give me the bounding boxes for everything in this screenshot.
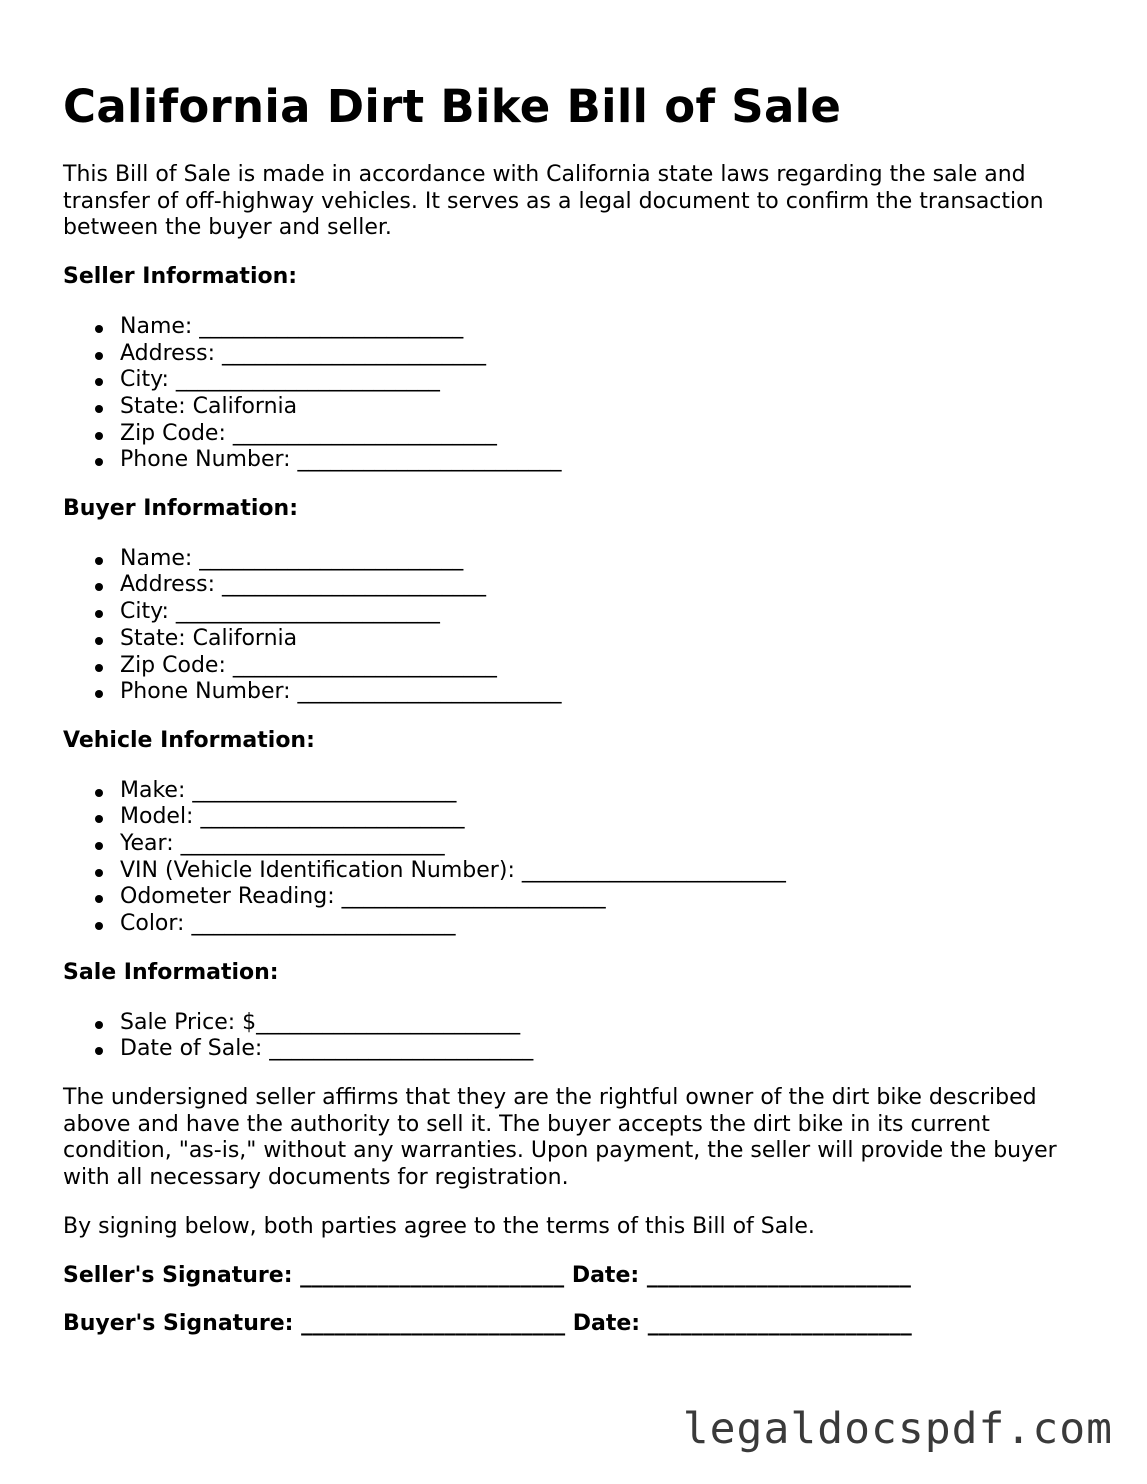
- sale-info-list: [63, 1010, 1083, 1063]
- buyer-city-field: City: ________________________: [63, 599, 1083, 626]
- seller-name-field: Name: ________________________: [63, 314, 1083, 341]
- sale-date-field: Date of Sale: ________________________: [63, 1036, 1083, 1063]
- buyer-section-heading: Buyer Information:: [63, 496, 298, 522]
- buyer-info-list: [63, 546, 1083, 706]
- buyer-name-field: Name: ________________________: [63, 546, 1083, 573]
- buyer-signature-line: Buyer's Signature: ________________________ Date: ________________________: [63, 1311, 912, 1337]
- sale-section-heading: Sale Information:: [63, 959, 279, 985]
- document-title: California Dirt Bike Bill of Sale: [63, 80, 842, 133]
- seller-signature-line: Seller's Signature: ________________________ Date: ________________________: [63, 1262, 911, 1288]
- agreement-paragraph: By signing below, both parties agree to the terms of this Bill of Sale.: [63, 1213, 815, 1239]
- sale-price-field: Sale Price: $________________________: [63, 1010, 1083, 1037]
- vehicle-vin-field: VIN (Vehicle Identification Number): ________________________: [63, 858, 1083, 885]
- seller-section-heading: Seller Information:: [63, 264, 298, 290]
- seller-city-field: City: ________________________: [63, 367, 1083, 394]
- watermark-logo: legaldocspdf.com: [682, 1404, 1113, 1454]
- vehicle-make-field: Make: ________________________: [63, 778, 1083, 805]
- buyer-zip-field: Zip Code: ________________________: [63, 653, 1083, 680]
- buyer-state-field: State: California: [63, 626, 1083, 653]
- vehicle-section-heading: Vehicle Information:: [63, 727, 315, 753]
- seller-phone-field: Phone Number: ________________________: [63, 447, 1083, 474]
- seller-info-list: [63, 314, 1083, 474]
- vehicle-year-field: Year: ________________________: [63, 831, 1083, 858]
- seller-address-field: Address: ________________________: [63, 341, 1083, 368]
- buyer-address-field: Address: ________________________: [63, 572, 1083, 599]
- vehicle-info-list: [63, 778, 1083, 938]
- affirmation-paragraph: The undersigned seller affirms that they are the rightful owner of the dirt bike described above and have the authority to sell it. The buyer accepts the dirt bike in its current condition, "as-is," without any warranties. Upon payment, the seller will provide the buyer with all necessary documents for registration.: [63, 1084, 1057, 1191]
- document-page: [63, 78, 1083, 1360]
- buyer-phone-field: Phone Number: ________________________: [63, 679, 1083, 706]
- intro-paragraph: This Bill of Sale is made in accordance with California state laws regarding the sale and transfer of off-highway vehicles. It serves as a legal document to confirm the transaction between the buyer and seller.: [63, 162, 1044, 241]
- vehicle-odometer-field: Odometer Reading: ________________________: [63, 884, 1083, 911]
- seller-zip-field: Zip Code: ________________________: [63, 421, 1083, 448]
- vehicle-color-field: Color: ________________________: [63, 911, 1083, 938]
- vehicle-model-field: Model: ________________________: [63, 804, 1083, 831]
- seller-state-field: State: California: [63, 394, 1083, 421]
